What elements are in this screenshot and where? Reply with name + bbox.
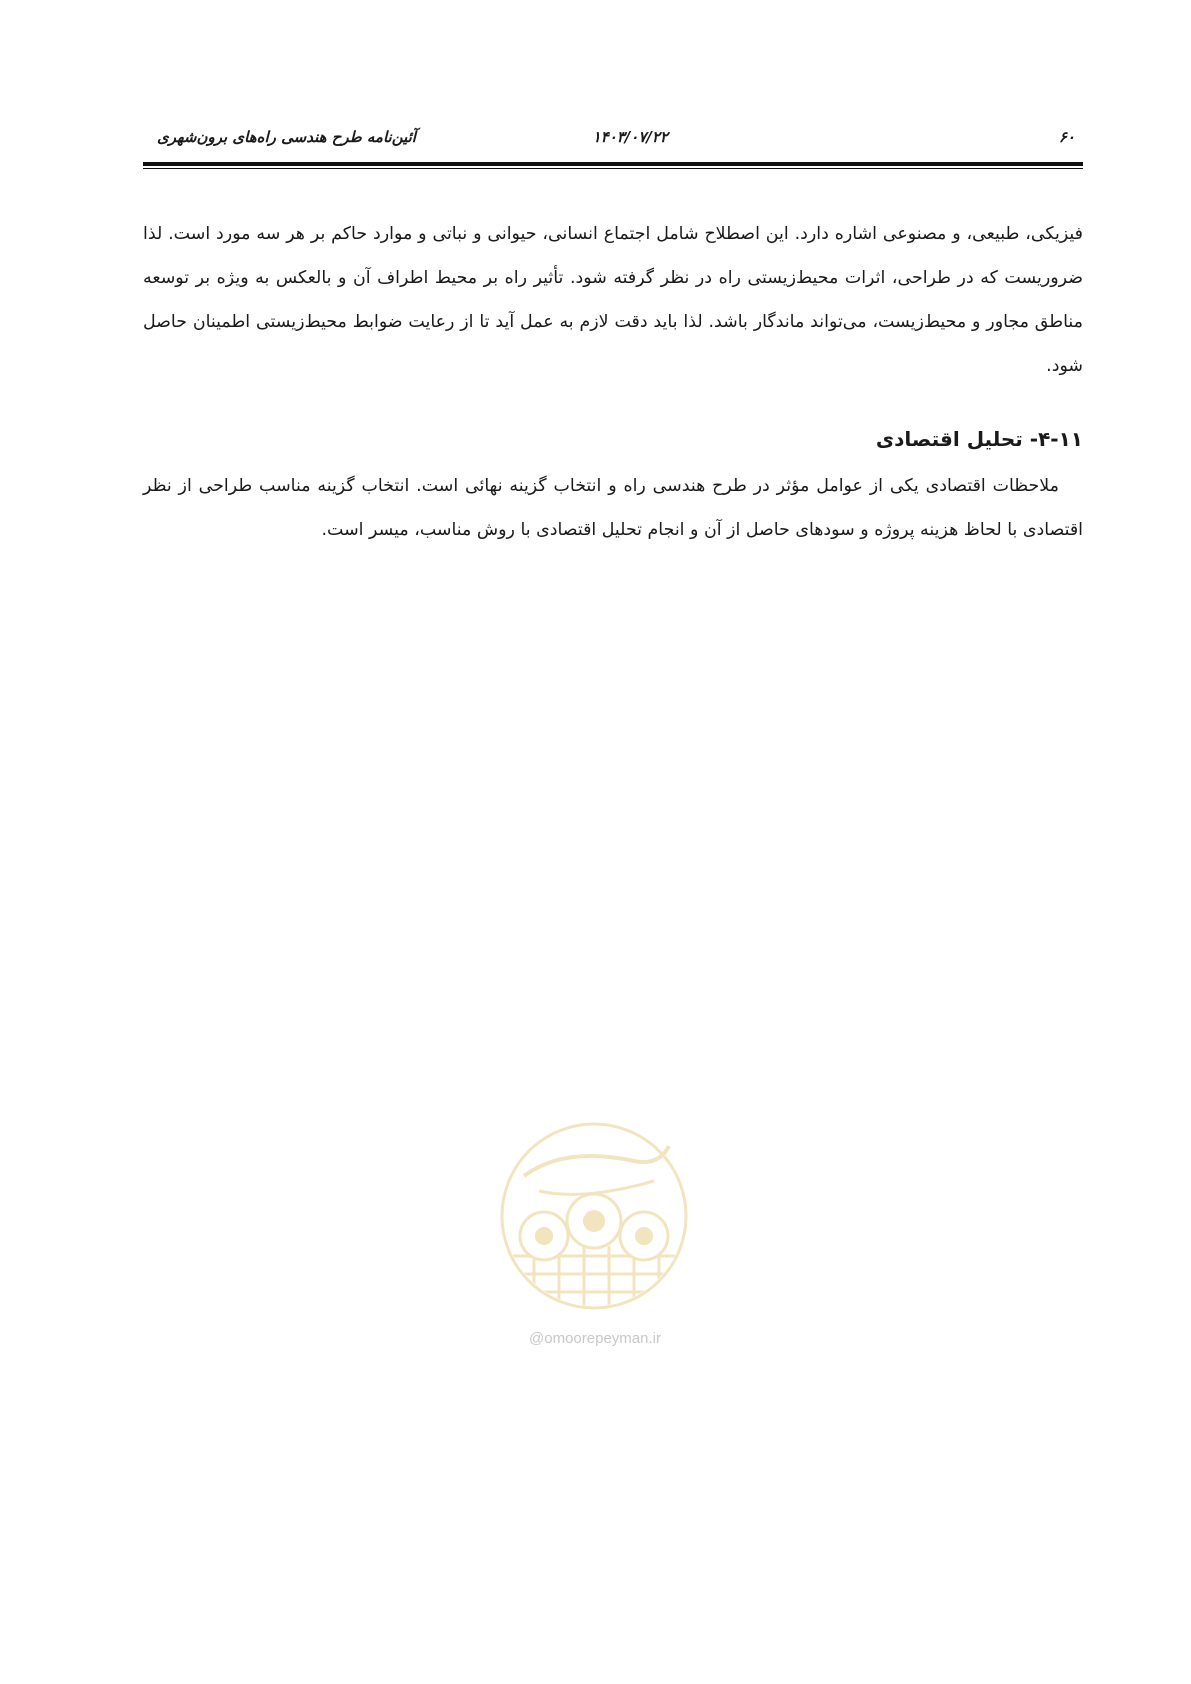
header-rule-thin [143, 168, 1083, 169]
document-date: ۱۴۰۳/۰۷/۲۲ [592, 128, 668, 146]
watermark-site: @omoorepeyman.ir [529, 1330, 661, 1347]
header-rule-thick [143, 162, 1083, 166]
paragraph-text: ملاحظات اقتصادی یکی از عوامل مؤثر در طرح هندسی راه و انتخاب گزینه نهائی است. انتخاب گزینه مناسب طراحی از نظر اقتصادی با لحاظ هزینه پروژه و سودهای حاصل از آن و انجام تحلیل اقتصادی با روش مناسب، میسر است. [143, 476, 1083, 540]
watermark-seal-icon [484, 1106, 704, 1336]
page-number: ۶۰ [1058, 128, 1075, 146]
page-header [143, 128, 1083, 154]
document-title: آئین‌نامه طرح هندسی راه‌های برون‌شهری [157, 128, 416, 146]
watermark-logo [484, 1106, 704, 1366]
paragraph-text: فیزیکی، طبیعی، و مصنوعی اشاره دارد. این اصطلاح شامل اجتماع انسانی، حیوانی و نباتی و موارد حاکم بر هر سه مورد است. لذا ضروریست که در طراحی، اثرات محیط‌زیستی راه در نظر گرفته شود. تأثیر راه بر محیط اطراف آن و بالعکس به ویژه بر توسعه مناطق مجاور و محیط‌زیست، می‌تواند ماندگار باشد. لذا باید دقت لازم به عمل آید تا از رعایت ضوابط محیط‌زیستی اطمینان حاصل شود. [143, 224, 1083, 376]
paragraph-economic [143, 464, 1083, 552]
paragraph-environment [143, 212, 1083, 388]
section-heading: ۴-۱۱- تحلیل اقتصادی [875, 427, 1083, 451]
